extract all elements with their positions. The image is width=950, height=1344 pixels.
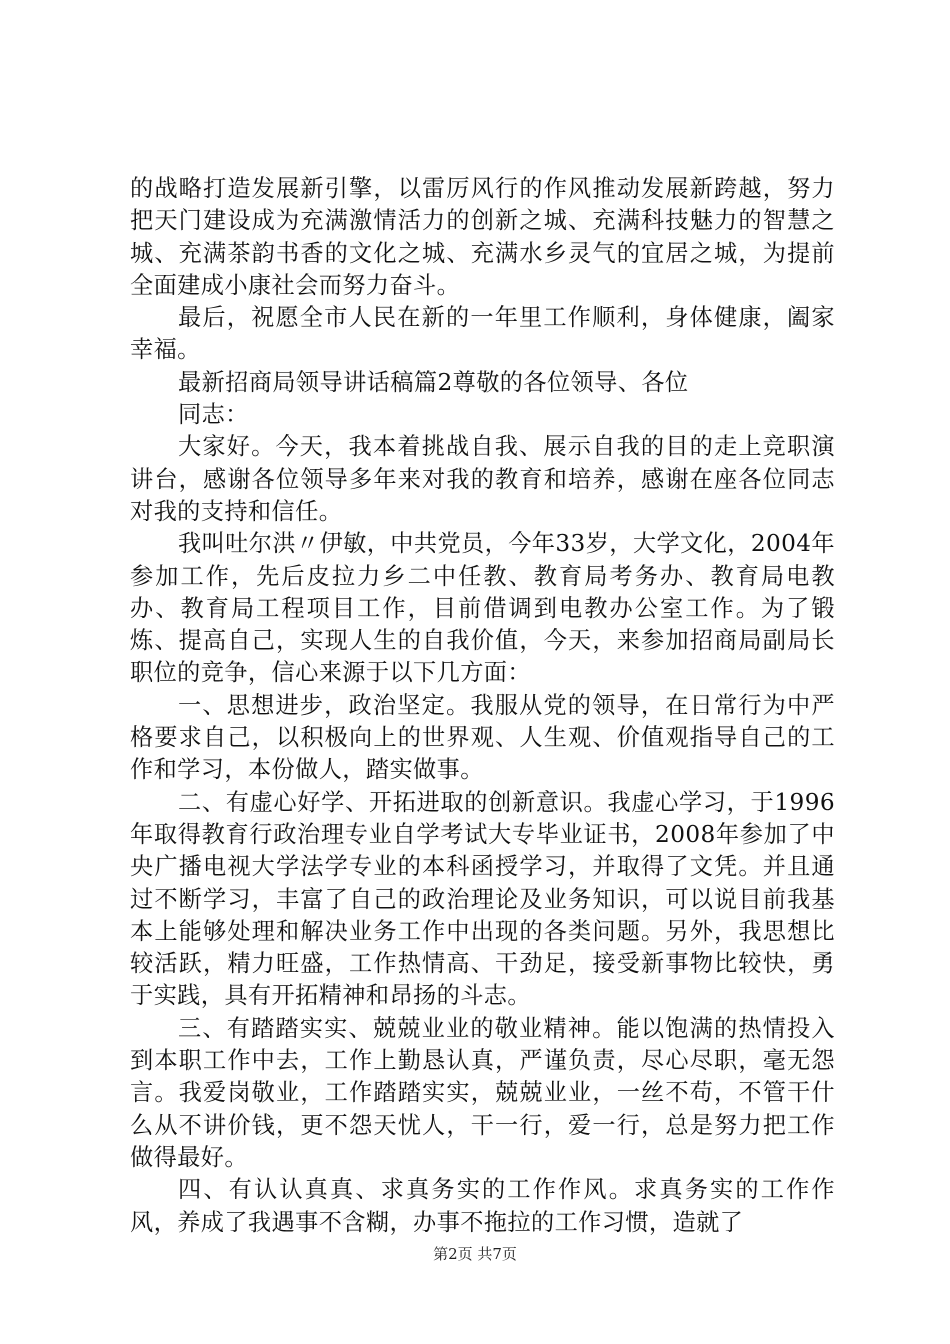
paragraph: 同志： bbox=[178, 401, 249, 429]
paragraph: 二、有虚心好学、开拓进取的创新意识。我虚心学习，于1996年取得教育行政治理专业自学考试大专毕业证书，2008年参加了中央广播电视大学法学专业的本科函授学习，并取得了文凭。并且通过不断学习，丰富了自己的政治理论及业务知识，可以说目前我基本上能够处理和解决业务工作中出现的各类问题。另外，我思想比较活跃，精力旺盛，工作热情高、干劲足，接受新事物比较快，勇于实践，具有开拓精神和昂扬的斗志。 bbox=[130, 788, 835, 1010]
page-number-label: 第2页 共7页 bbox=[433, 1245, 517, 1263]
paragraph: 三、有踏踏实实、兢兢业业的敬业精神。能以饱满的热情投入到本职工作中去，工作上勤恳认真，严谨负责，尽心尽职，毫无怨言。我爱岗敬业，工作踏踏实实，兢兢业业，一丝不苟，不管干什么从不讲价钱，更不怨天忧人，干一行，爱一行，总是努力把工作做得最好。 bbox=[130, 1014, 835, 1171]
paragraph: 我叫吐尔洪〃伊敏，中共党员，今年33岁，大学文化，2004年参加工作，先后皮拉力乡二中任教、教育局考务办、教育局电教办、教育局工程项目工作，目前借调到电教办公室工作。为了锻炼、提高自己，实现人生的自我价值，今天，来参加招商局副局长职位的竞争，信心来源于以下几方面： bbox=[130, 530, 836, 687]
paragraph: 一、思想进步，政治坚定。我服从党的领导，在日常行为中严格要求自己，以积极向上的世界观、人生观、价值观指导自己的工作和学习，本份做人，踏实做事。 bbox=[130, 691, 835, 784]
page-footer bbox=[0, 1244, 950, 1264]
paragraph: 大家好。今天，我本着挑战自我、展示自我的目的走上竞职演讲台，感谢各位领导多年来对我的教育和培养，感谢在座各位同志对我的支持和信任。 bbox=[130, 433, 835, 525]
paragraph: 的战略打造发展新引擎，以雷厉风行的作风推动发展新跨越，努力把天门建设成为充满激情活力的创新之城、充满科技魅力的智慧之城、充满茶韵书香的文化之城、充满水乡灵气的宜居之城，为提前全面建成小康社会而努力奋斗。 bbox=[130, 175, 835, 299]
paragraph: 四、有认认真真、求真务实的工作作风。求真务实的工作作风，养成了我遇事不含糊，办事不拖拉的工作习惯，造就了 bbox=[130, 1176, 835, 1236]
document-body bbox=[130, 173, 835, 1239]
paragraph: 最后，祝愿全市人民在新的一年里工作顺利，身体健康，阖家幸福。 bbox=[130, 304, 835, 364]
paragraph: 最新招商局领导讲话稿篇2尊敬的各位领导、各位 bbox=[178, 368, 689, 396]
